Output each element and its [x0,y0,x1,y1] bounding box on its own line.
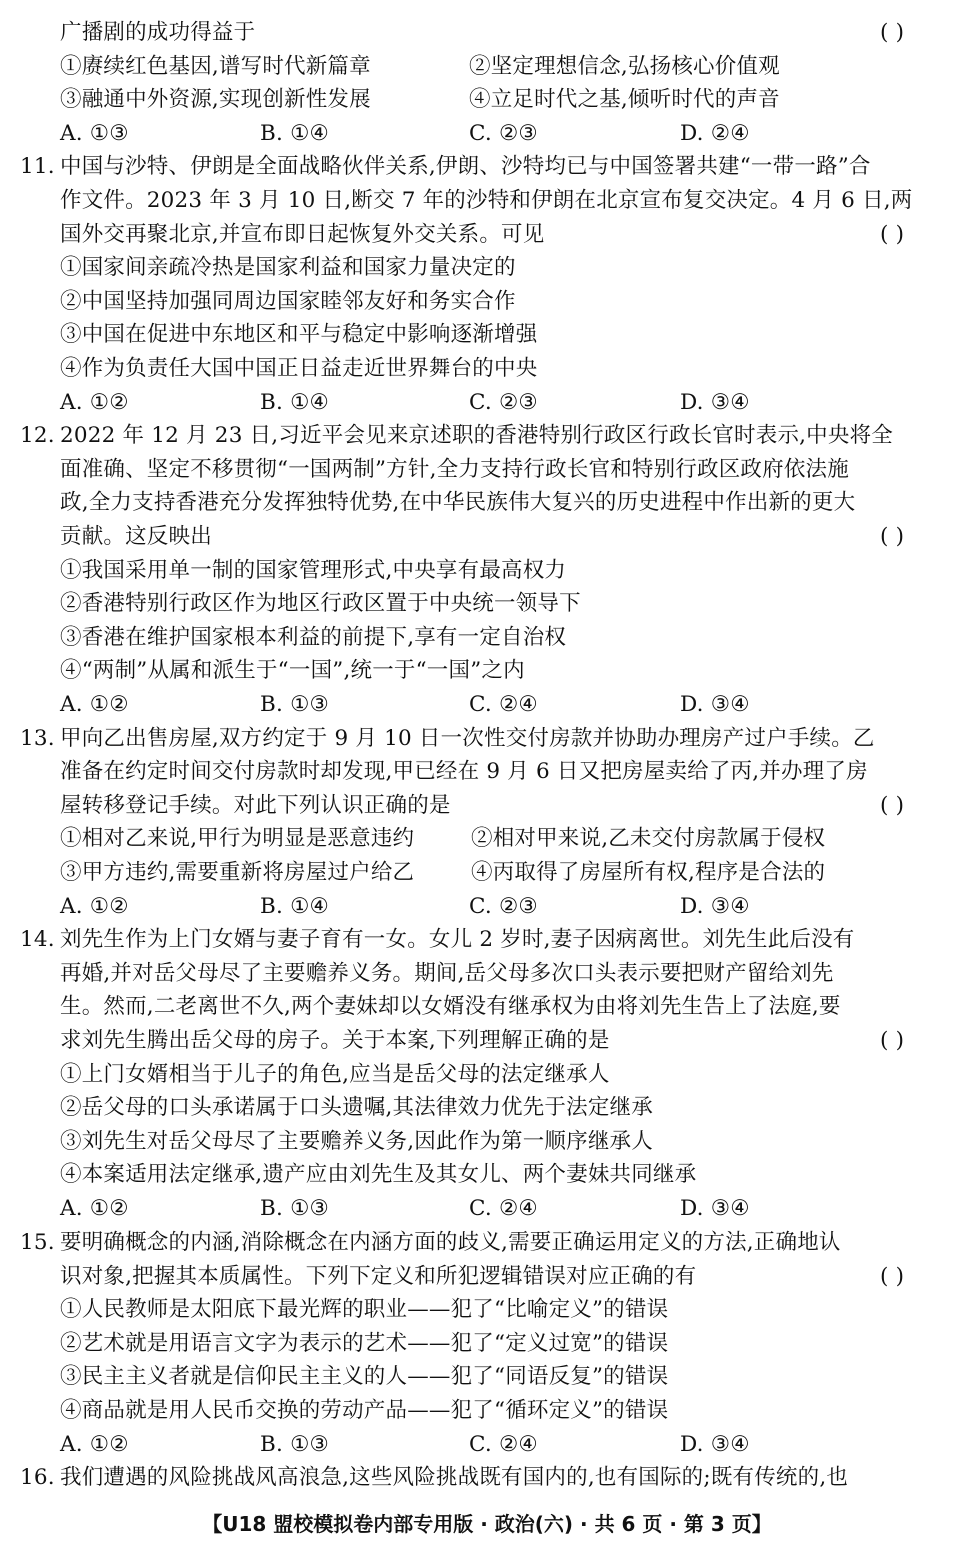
question-stem-line [20,1260,960,1294]
choice-a: A. ①② [60,389,129,415]
choice-b: B. ①④ [260,120,330,146]
question-stem-text: 我们遭遇的风险挑战风高浪急,这些风险挑战既有国内的,也有国际的;既有传统的,也 [60,1465,849,1490]
choice-a: A. ①② [60,1195,129,1221]
choice-d: D. ③④ [680,1431,750,1457]
question-number: 12. [20,423,55,449]
choice-b: B. ①④ [260,389,330,415]
question-stem-line [20,520,960,554]
choice-d: D. ③④ [680,389,750,415]
answer-bracket: ( ) [880,792,905,818]
option-row [20,1058,960,1092]
question-stem-line [20,486,960,520]
question-12 [20,419,960,721]
choice-b: B. ①③ [260,691,330,717]
choice-row [20,117,960,151]
answer-bracket: ( ) [880,523,905,549]
option-4: ④本案适用法定继承,遗产应由刘先生及其女儿、两个妻妹共同继承 [60,1162,697,1188]
question-stem-line [20,789,960,823]
answer-bracket: ( ) [880,1027,905,1053]
choice-c: C. ②④ [469,691,538,717]
choice-b: B. ①③ [260,1195,330,1221]
question-stem-text: 要明确概念的内涵,消除概念在内涵方面的歧义,需要正确运用定义的方法,正确地认 [60,1230,841,1255]
question-stem-line [20,184,960,218]
question-stem-line [20,218,960,252]
option-1: ①相对乙来说,甲行为明显是恶意违约 [60,826,415,852]
choice-row [20,1192,960,1226]
option-row [20,822,960,856]
question-number: 14. [20,927,55,953]
question-stem-line [20,923,960,957]
question-stem-line [20,1226,960,1260]
option-3: ③民主主义者就是信仰民主主义的人——犯了“同语反复”的错误 [60,1364,669,1390]
choice-c: C. ②③ [469,389,538,415]
choice-d: D. ②④ [680,120,750,146]
option-row [20,1360,960,1394]
page-footer: 【U18 盟校模拟卷内部专用版 · 政治(六) · 共 6 页 · 第 3 页】 [202,1512,772,1536]
option-row [20,1125,960,1159]
question-stem-text: 准备在约定时间交付房款时却发现,甲已经在 9 月 6 日又把房屋卖给了丙,并办理了房 [60,759,868,785]
option-2: ②艺术就是用语言文字为表示的艺术——犯了“定义过宽”的错误 [60,1330,669,1356]
answer-bracket: ( ) [880,1263,905,1289]
choice-c: C. ②④ [469,1195,538,1221]
question-stem-text: 国外交再聚北京,并宣布即日起恢复外交关系。可见 [60,221,545,247]
option-3: ③香港在维护国家根本利益的前提下,享有一定自治权 [60,624,567,650]
question-stem-text: 作文件。2023 年 3 月 10 日,断交 7 年的沙特和伊朗在北京宣布复交决定。4 月 6 日,两 [60,187,913,213]
question-11 [20,150,960,419]
option-2: ②相对甲来说,乙未交付房款属于侵权 [471,826,826,852]
question-number: 16. [20,1465,55,1490]
question-stem-text: 识对象,把握其本质属性。下列下定义和所犯逻辑错误对应正确的有 [60,1263,697,1289]
choice-b: B. ①③ [260,1431,330,1457]
option-1: ①赓续红色基因,谱写时代新篇章 [60,53,371,79]
option-row [20,1293,960,1327]
option-4: ④立足时代之基,倾听时代的声音 [469,87,780,113]
option-row [20,1158,960,1192]
option-row [20,654,960,688]
question-stem-text: 面准确、坚定不移贯彻“一国两制”方针,全力支持行政长官和特别行政区政府依法施 [60,456,849,482]
option-row [20,1091,960,1125]
question-number: 15. [20,1230,55,1255]
option-row [20,50,960,84]
question-stem-line [20,755,960,789]
question-stem-line [20,16,960,50]
option-row [20,352,960,386]
choice-c: C. ②④ [469,1431,538,1457]
option-4: ④商品就是用人民币交换的劳动产品——犯了“循环定义”的错误 [60,1397,669,1423]
question-stem-text: 广播剧的成功得益于 [60,20,256,45]
option-3: ③融通中外资源,实现创新性发展 [60,87,371,113]
question-stem-text: 屋转移登记手续。对此下列认识正确的是 [60,792,451,818]
answer-bracket: ( ) [880,221,905,247]
question-number: 13. [20,725,55,751]
choice-c: C. ②③ [469,893,538,919]
option-row [20,285,960,319]
question-stem-line [20,150,960,184]
option-row [20,554,960,588]
option-2: ②坚定理想信念,弘扬核心价值观 [469,53,780,79]
option-3: ③中国在促进中东地区和平与稳定中影响逐渐增强 [60,322,538,348]
option-4: ④“两制”从属和派生于“一国”,统一于“一国”之内 [60,658,525,684]
question-stem-text: 中国与沙特、伊朗是全面战略伙伴关系,伊朗、沙特均已与中国签署共建“一带一路”合 [60,154,871,180]
choice-d: D. ③④ [680,1195,750,1221]
answer-bracket: ( ) [880,20,905,45]
option-row [20,1327,960,1361]
choice-row [20,1428,960,1462]
question-stem-text: 2022 年 12 月 23 日,习近平会见来京述职的香港特别行政区行政长官时表示,中央将全 [60,423,893,449]
choice-row [20,688,960,722]
question-stem-text: 刘先生作为上门女婿与妻子育有一女。女儿 2 岁时,妻子因病离世。刘先生此后没有 [60,927,855,953]
option-row [20,251,960,285]
choice-d: D. ③④ [680,893,750,919]
option-row [20,1394,960,1428]
option-4: ④丙取得了房屋所有权,程序是合法的 [471,859,826,885]
choice-row [20,386,960,420]
question-number: 11. [20,154,55,180]
option-row [20,83,960,117]
question-stem-line [20,1461,960,1495]
option-row [20,318,960,352]
choice-a: A. ①② [60,1431,129,1457]
question-stem-text: 政,全力支持香港充分发挥独特优势,在中华民族伟大复兴的历史进程中作出新的更大 [60,490,856,516]
option-1: ①国家间亲疏冷热是国家利益和国家力量决定的 [60,255,516,281]
option-row [20,621,960,655]
choice-a: A. ①② [60,691,129,717]
option-1: ①上门女婿相当于儿子的角色,应当是岳父母的法定继承人 [60,1061,610,1087]
question-stem-line [20,722,960,756]
question-stem-text: 生。然而,二老离世不久,两个妻妹却以女婿没有继承权为由将刘先生告上了法庭,要 [60,994,841,1020]
option-row [20,587,960,621]
option-row [20,856,960,890]
choice-d: D. ③④ [680,691,750,717]
option-3: ③刘先生对岳父母尽了主要赡养义务,因此作为第一顺序继承人 [60,1128,653,1154]
question-stem-line [20,1024,960,1058]
question-14 [20,923,960,1225]
question-stem-text: 甲向乙出售房屋,双方约定于 9 月 10 日一次性交付房款并协助办理房产过户手续。乙 [60,725,875,751]
question-stem-line [20,957,960,991]
question-stem-text: 贡献。这反映出 [60,523,212,549]
option-3: ③甲方违约,需要重新将房屋过户给乙 [60,859,415,885]
question-stem-line [20,990,960,1024]
option-1: ①人民教师是太阳底下最光辉的职业——犯了“比喻定义”的错误 [60,1297,669,1323]
option-2: ②香港特别行政区作为地区行政区置于中央统一领导下 [60,591,581,617]
option-2: ②中国坚持加强同周边国家睦邻友好和务实合作 [60,288,516,314]
option-1: ①我国采用单一制的国家管理形式,中央享有最高权力 [60,557,567,583]
choice-c: C. ②③ [469,120,538,146]
choice-a: A. ①② [60,893,129,919]
question-stem-text: 求刘先生腾出岳父母的房子。关于本案,下列理解正确的是 [60,1027,610,1053]
question-16 [20,1461,960,1495]
question-13 [20,722,960,924]
question-stem-line [20,453,960,487]
question-stem-text: 再婚,并对岳父母尽了主要赡养义务。期间,岳父母多次口头表示要把财产留给刘先 [60,960,834,986]
question-10 [20,16,960,150]
choice-b: B. ①④ [260,893,330,919]
question-15 [20,1226,960,1461]
question-stem-line [20,419,960,453]
option-2: ②岳父母的口头承诺属于口头遗嘱,其法律效力优先于法定继承 [60,1095,653,1121]
option-4: ④作为负责任大国中国正日益走近世界舞台的中央 [60,355,538,381]
choice-row [20,890,960,924]
choice-a: A. ①③ [60,120,129,146]
